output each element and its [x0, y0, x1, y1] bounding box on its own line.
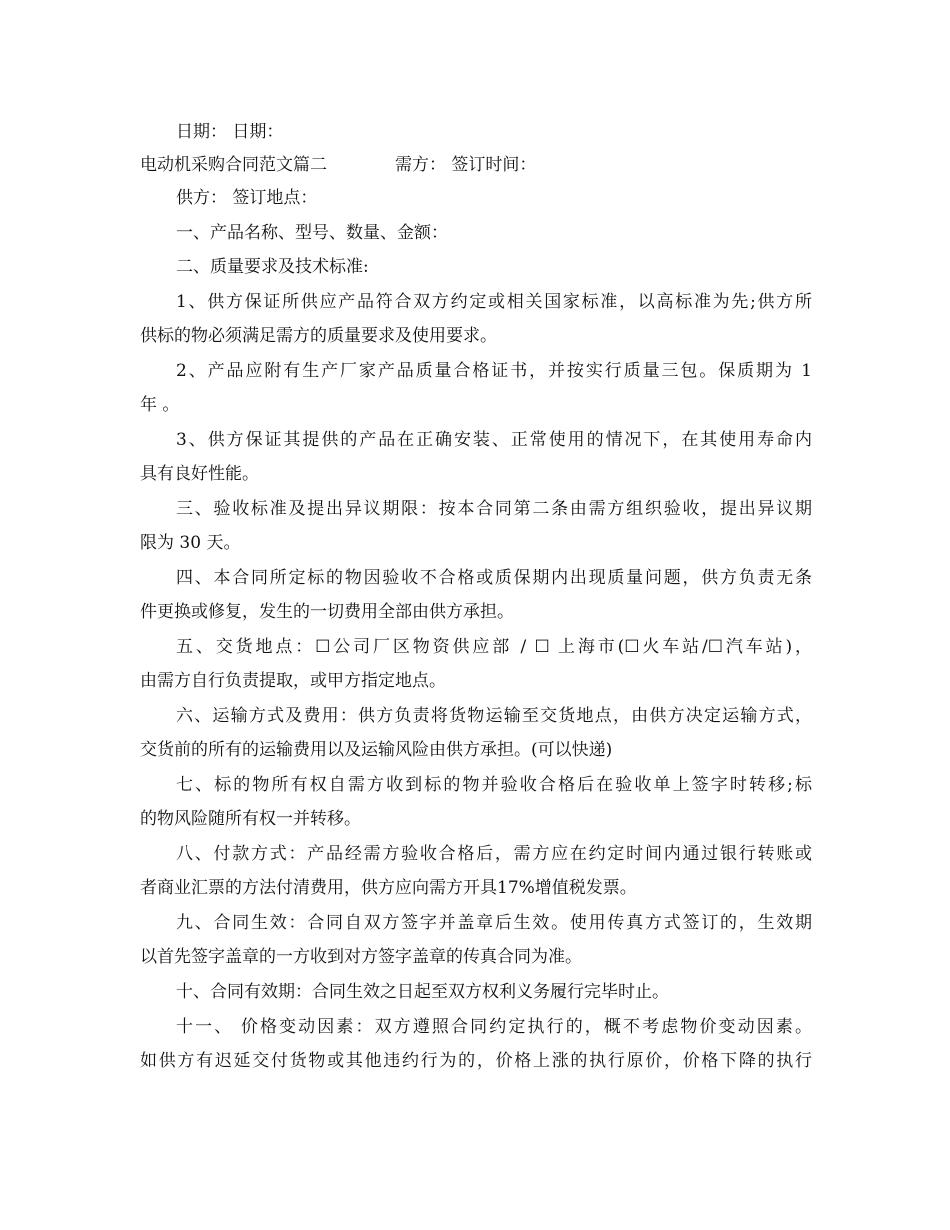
- clause-2-2-line-2: 年 。: [140, 395, 180, 415]
- section-6-line-2: 交货前的所有的运输费用以及运输风险由供方承担。(可以快递): [140, 740, 613, 760]
- section-5-line-1: 五、交货地点：☐公司厂区物资供应部 / ☐ 上海市(☐火车站/☐汽车站)，: [176, 637, 812, 657]
- section-7-line-1: 七、标的物所有权自需方收到标的物并验收合格后在验收单上签字时转移;标: [176, 775, 812, 795]
- section-2-heading: 二、质量要求及技术标准:: [176, 257, 369, 277]
- section-10-line: 十、合同有效期：合同生效之日起至双方权利义务履行完毕时止。: [176, 982, 669, 1002]
- title-line: [140, 151, 812, 179]
- clause-2-2-line-1: 2、产品应附有生产厂家产品质量合格证书，并按实行质量三包。保质期为 1: [176, 361, 812, 381]
- clause-2-3-line-1: 3、供方保证其提供的产品在正确安装、正常使用的情况下，在其使用寿命内: [176, 430, 812, 450]
- section-8-line-1: 八、付款方式：产品经需方验收合格后，需方应在约定时间内通过银行转账或: [176, 844, 812, 864]
- document-title: 电动机采购合同范文篇二: [140, 155, 327, 175]
- section-11-line-1: 十一、 价格变动因素：双方遵照合同约定执行的，概不考虑物价变动因素。: [176, 1017, 812, 1037]
- section-6-line-1: 六、运输方式及费用：供方负责将货物运输至交货地点，由供方决定运输方式，: [176, 706, 812, 726]
- section-8-line-2: 者商业汇票的方法付清费用，供方应向需方开具17%增值税发票。: [140, 878, 637, 898]
- section-9-line-2: 以首先签字盖章的一方收到对方签字盖章的传真合同为准。: [140, 947, 582, 967]
- section-11-line-2: 如供方有迟延交付货物或其他违约行为的，价格上涨的执行原价，价格下降的执行: [140, 1051, 812, 1071]
- supplier-location-line: 供方： 签订地点：: [176, 188, 318, 208]
- buyer-signing-time: 需方： 签订时间：: [395, 155, 537, 175]
- date-line: 日期： 日期：: [176, 122, 284, 142]
- clause-2-1-line-2: 供标的物必须满足需方的质量要求及使用要求。: [140, 326, 497, 346]
- section-9-line-1: 九、合同生效：合同自双方签字并盖章后生效。使用传真方式签订的，生效期: [176, 913, 812, 933]
- section-4-line-2: 件更换或修复，发生的一切费用全部由供方承担。: [140, 602, 514, 622]
- section-5-line-2: 由需方自行负责提取，或甲方指定地点。: [140, 671, 446, 691]
- section-7-line-2: 的物风险随所有权一并转移。: [140, 809, 361, 829]
- section-3-line-1: 三、验收标准及提出异议期限：按本合同第二条由需方组织验收，提出异议期: [176, 499, 812, 519]
- clause-2-1-line-1: 1、供方保证所供应产品符合双方约定或相关国家标准，以高标准为先;供方所: [176, 292, 812, 312]
- clause-2-3-line-2: 具有良好性能。: [140, 464, 259, 484]
- section-1-heading: 一、产品名称、型号、数量、金额：: [176, 223, 448, 243]
- section-4-line-1: 四、本合同所定标的物因验收不合格或质保期内出现质量问题，供方负责无条: [176, 568, 812, 588]
- section-3-line-2: 限为 30 天。: [140, 533, 241, 553]
